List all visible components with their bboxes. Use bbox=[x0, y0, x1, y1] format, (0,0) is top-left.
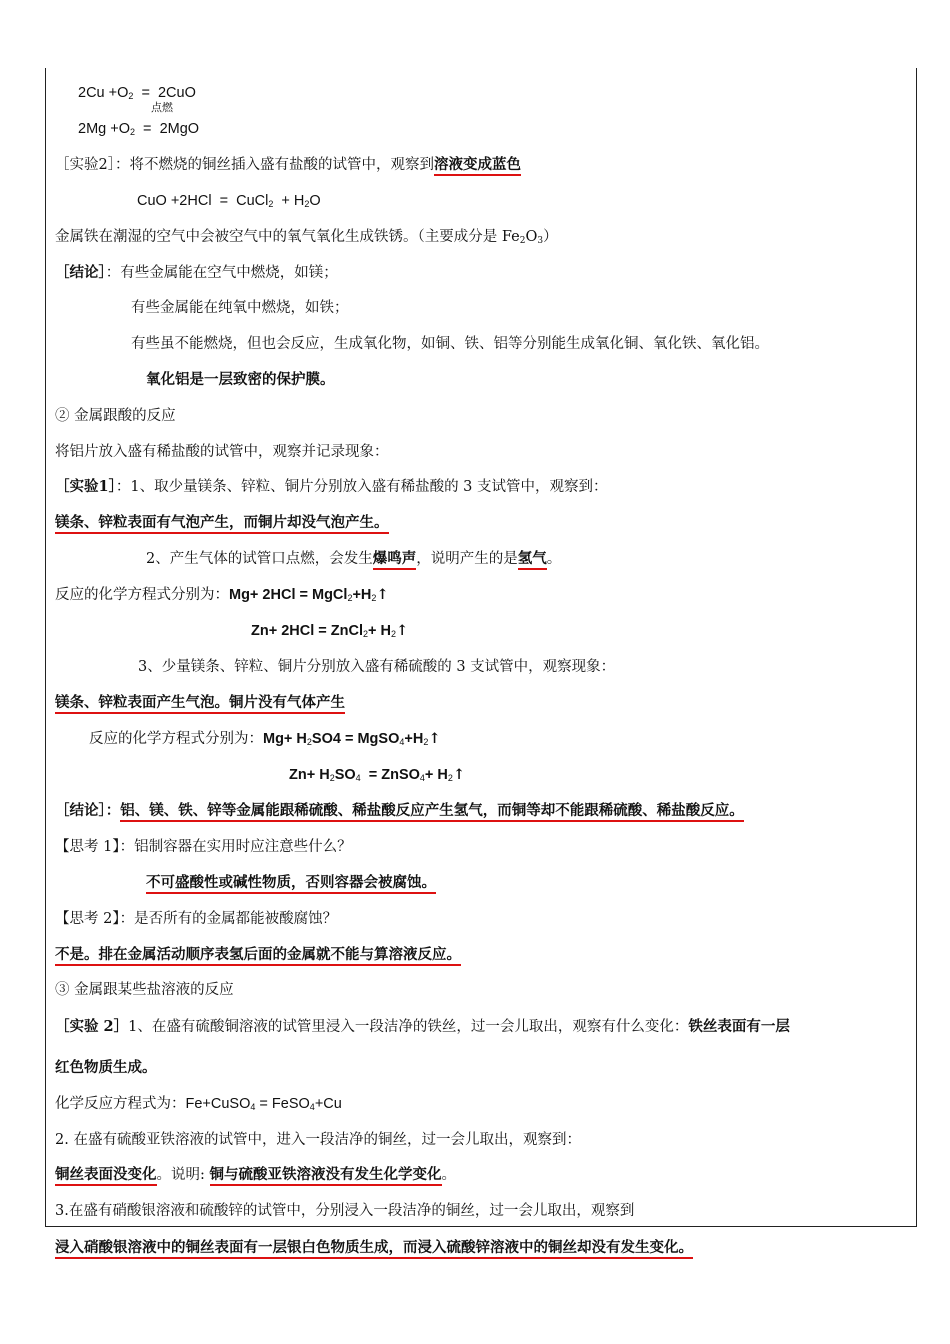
equations-h2so4-mg: 反应的化学方程式分别为：$Mg+ H_2SO4$ = $MgSO_4+H_2↑$ bbox=[89, 730, 441, 747]
equation-hcl-zn: Zn+ 2HCl = ZnCl$_2$+ $H_2↑$ bbox=[251, 622, 409, 639]
answer-1: 不可盛酸性或碱性物质，否则容器会被腐蚀。 bbox=[146, 873, 436, 893]
section-2-heading: ② 金属跟酸的反应 bbox=[55, 408, 176, 424]
experiment-1-step-2: 2、产生气体的试管口点燃，会发生爆鸣声，说明产生的是氢气。 bbox=[146, 549, 561, 569]
conclusion-3: 有些虽不能燃烧，但也会反应，生成氧化物，如铜、铁、铝等分别能生成氧化铜、氧化铁、氧化铝。 bbox=[131, 336, 769, 352]
observation-1: 镁条、锌粒表面有气泡产生，而铜片却没气泡产生。 bbox=[55, 513, 389, 533]
step-3: 3.在盛有硝酸银溶液和硫酸锌的试管中，分别浸入一段洁净的铜丝，过一会儿取出，观察到 bbox=[55, 1203, 635, 1219]
equation-fe-cuso4: 化学反应方程式为：Fe+CuSO$_4$ = FeSO$_4$+Cu bbox=[55, 1096, 342, 1112]
section-3-heading: ③ 金属跟某些盐溶液的反应 bbox=[55, 982, 234, 998]
equations-hcl-mg: 反应的化学方程式分别为：$Mg+ 2HCl = MgCl_2+H_2↑$ bbox=[55, 586, 389, 603]
step-2: 2. 在盛有硫酸亚铁溶液的试管中，进入一段洁净的铜丝，过一会儿取出，观察到： bbox=[55, 1132, 581, 1148]
experiment-2-salt: ［实验 2］1、在盛有硫酸铜溶液的试管里浸入一段洁净的铁丝，过一会儿取出，观察有什么变化：铁丝表面有一层 bbox=[55, 1018, 790, 1035]
condition-ignite: 点燃 bbox=[151, 101, 173, 114]
equation-2mg: $2Mg +O_2 = 2MgO$ bbox=[78, 121, 200, 137]
answer-2: 不是。排在金属活动顺序表氢后面的金属就不能与算溶液反应。 bbox=[55, 945, 461, 965]
experiment-2-copper: ［实验2］：将不燃烧的铜丝插入盛有盐酸的试管中，观察到溶液变成蓝色 bbox=[55, 155, 521, 175]
experiment-1-step-3: 3、少量镁条、锌粒、铜片分别放入盛有稀硫酸的 3 支试管中，观察现象： bbox=[138, 659, 616, 675]
think-2: 【思考 2】：是否所有的金属都能被酸腐蚀？ bbox=[55, 911, 338, 927]
intro-aluminum: 将铝片放入盛有稀盐酸的试管中，观察并记录现象： bbox=[55, 444, 389, 460]
conclusion-acid: ［结论］：铝、镁、铁、锌等金属能跟稀硫酸、稀盐酸反应产生氢气，而铜等却不能跟稀硫酸、稀盐酸反应。 bbox=[55, 801, 744, 821]
conclusion-4: 氧化铝是一层致密的保护膜。 bbox=[146, 371, 335, 388]
experiment-2-salt-cont: 红色物质生成。 bbox=[55, 1059, 157, 1076]
equation-h2so4-zn: $Zn+ H_2SO_4$ = ZnSO$_4$+ $H_2↑$ bbox=[289, 766, 466, 783]
equation-cuo-hcl: CuO +2HCl = CuCl$_2$ + $H_2O$ bbox=[137, 193, 321, 209]
observation-4: 浸入硝酸银溶液中的铜丝表面有一层银白色物质生成，而浸入硫酸锌溶液中的铜丝却没有发生变化。 bbox=[55, 1238, 693, 1258]
iron-rust-note: 金属铁在潮湿的空气中会被空气中的氧气氧化生成铁锈。（主要成分是 $Fe_2O_3$） bbox=[55, 229, 558, 246]
conclusion-1: ［结论］：有些金属能在空气中燃烧，如镁； bbox=[55, 264, 338, 281]
conclusion-2: 有些金属能在纯氧中燃烧，如铁； bbox=[131, 300, 349, 316]
think-1: 【思考 1】：铝制容器在实用时应注意些什么？ bbox=[55, 839, 352, 855]
experiment-1: ［实验1］：1、取少量镁条、锌粒、铜片分别放入盛有稀盐酸的 3 支试管中，观察到： bbox=[55, 478, 608, 495]
observation-3: 铜丝表面没变化。说明: 铜与硫酸亚铁溶液没有发生化学变化。 bbox=[55, 1165, 456, 1185]
equation-2cu: $2Cu +O_2 = 2CuO$ bbox=[78, 85, 196, 101]
observation-2: 镁条、锌粒表面产生气泡。铜片没有气体产生 bbox=[55, 693, 345, 713]
